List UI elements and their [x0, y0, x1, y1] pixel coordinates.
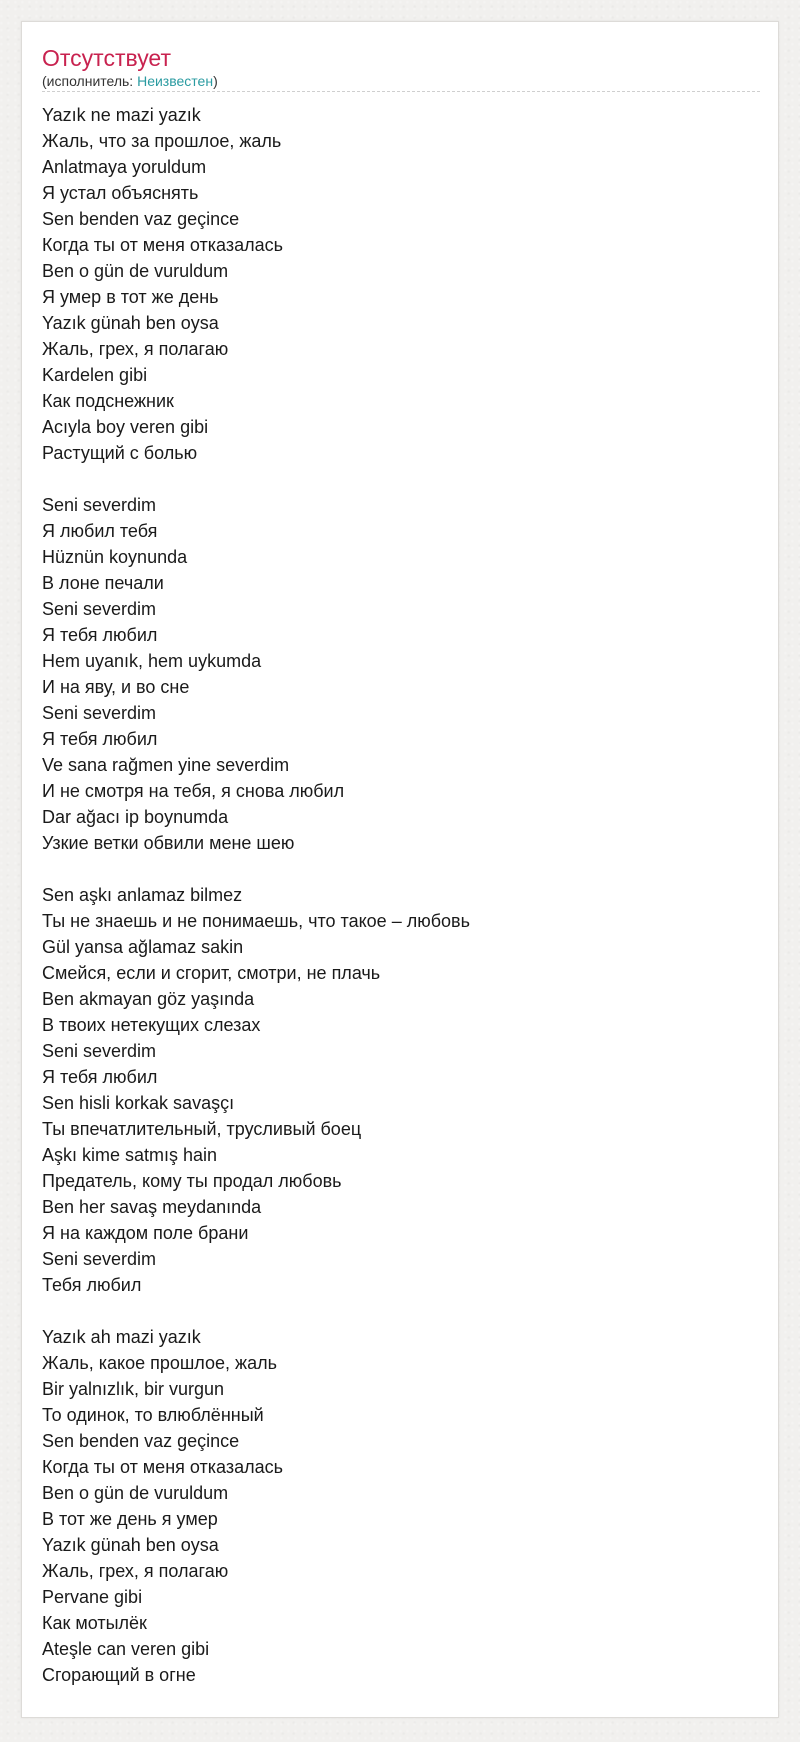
lyric-line: Ben akmayan göz yaşında [42, 989, 255, 1009]
lyric-line: Жаль, грех, я полагаю [42, 339, 229, 359]
lyric-line: Жаль, что за прошлое, жаль [42, 131, 282, 151]
lyric-line: То одинок, то влюблённый [42, 1405, 264, 1425]
lyric-line: Seni severdim [42, 703, 157, 723]
lyric-line: Как подснежник [42, 391, 174, 411]
lyric-line: Я тебя любил [42, 625, 158, 645]
artist-prefix: (исполнитель: [42, 73, 138, 89]
lyric-line: И не смотря на тебя, я снова любил [42, 781, 345, 801]
lyric-line: Yazık ah mazi yazık [42, 1327, 201, 1347]
artist-link[interactable]: Неизвестен [137, 73, 214, 89]
lyric-line: Sen hisli korkak savaşçı [42, 1093, 235, 1113]
lyric-line: Я любил тебя [42, 521, 158, 541]
lyric-line: Ben o gün de vuruldum [42, 1483, 229, 1503]
lyric-line: Ben o gün de vuruldum [42, 261, 229, 281]
lyric-line: Hem uyanık, hem uykumda [42, 651, 262, 671]
lyric-line: Я на каждом поле брани [42, 1223, 249, 1243]
lyric-line: Gül yansa ağlamaz sakin [42, 937, 244, 957]
lyrics-stanza [42, 102, 758, 466]
lyric-line: Растущий с болью [42, 443, 198, 463]
artist-suffix: ) [213, 73, 218, 89]
lyric-line: Когда ты от меня отказалась [42, 235, 283, 255]
lyric-line: Acıyla boy veren gibi [42, 417, 209, 437]
lyric-line: Ты впечатлительный, трусливый боец [42, 1119, 362, 1139]
lyrics-stanza [42, 882, 758, 1298]
lyric-line: Как мотылёк [42, 1613, 147, 1633]
lyric-line: Ve sana rağmen yine severdim [42, 755, 290, 775]
lyric-line: Жаль, какое прошлое, жаль [42, 1353, 277, 1373]
lyric-line: Kardelen gibi [42, 365, 148, 385]
lyric-line: Bir yalnızlık, bir vurgun [42, 1379, 225, 1399]
lyric-line: Я умер в тот же день [42, 287, 219, 307]
lyrics-stanza [42, 492, 758, 856]
lyric-line: Предатель, кому ты продал любовь [42, 1171, 342, 1191]
lyric-line: Тебя любил [42, 1275, 142, 1295]
lyric-line: И на яву, и во сне [42, 677, 190, 697]
lyric-line: Я тебя любил [42, 1067, 158, 1087]
lyric-line: Anlatmaya yoruldum [42, 157, 207, 177]
lyric-line: Смейся, если и сгорит, смотри, не плачь [42, 963, 381, 983]
lyric-line: Pervane gibi [42, 1587, 143, 1607]
lyric-line: В лоне печали [42, 573, 164, 593]
title-separator [42, 91, 760, 92]
lyric-line: Sen aşkı anlamaz bilmez [42, 885, 243, 905]
lyric-line: Sen benden vaz geçince [42, 209, 240, 229]
lyric-line: Yazık ne mazi yazık [42, 105, 201, 125]
lyric-line: Yazık günah ben oysa [42, 313, 219, 333]
artist-line [42, 73, 758, 90]
lyric-line: Жаль, грех, я полагаю [42, 1561, 229, 1581]
lyrics-card [21, 21, 779, 1718]
lyrics-body [42, 102, 758, 1688]
lyric-line: Когда ты от меня отказалась [42, 1457, 283, 1477]
lyric-line: Seni severdim [42, 495, 157, 515]
lyric-line: Ты не знаешь и не понимаешь, что такое – любовь [42, 911, 470, 931]
lyric-line: Ateşle can veren gibi [42, 1639, 210, 1659]
lyric-line: Dar ağacı ip boynumda [42, 807, 229, 827]
lyric-line: Seni severdim [42, 1041, 157, 1061]
lyric-line: Seni severdim [42, 1249, 157, 1269]
lyric-line: Я устал объяснять [42, 183, 199, 203]
lyric-line: Hüznün koynunda [42, 547, 188, 567]
lyric-line: В твоих нетекущих слезах [42, 1015, 261, 1035]
lyric-line: Aşkı kime satmış hain [42, 1145, 218, 1165]
lyrics-stanza [42, 1324, 758, 1688]
lyric-line: Узкие ветки обвили мене шею [42, 833, 295, 853]
lyric-line: Сгорающий в огне [42, 1665, 196, 1685]
lyric-line: Seni severdim [42, 599, 157, 619]
lyric-line: Sen benden vaz geçince [42, 1431, 240, 1451]
lyric-line: Yazık günah ben oysa [42, 1535, 219, 1555]
lyric-line: Я тебя любил [42, 729, 158, 749]
lyric-line: В тот же день я умер [42, 1509, 218, 1529]
song-title: Отсутствует [42, 45, 171, 71]
lyric-line: Ben her savaş meydanında [42, 1197, 262, 1217]
